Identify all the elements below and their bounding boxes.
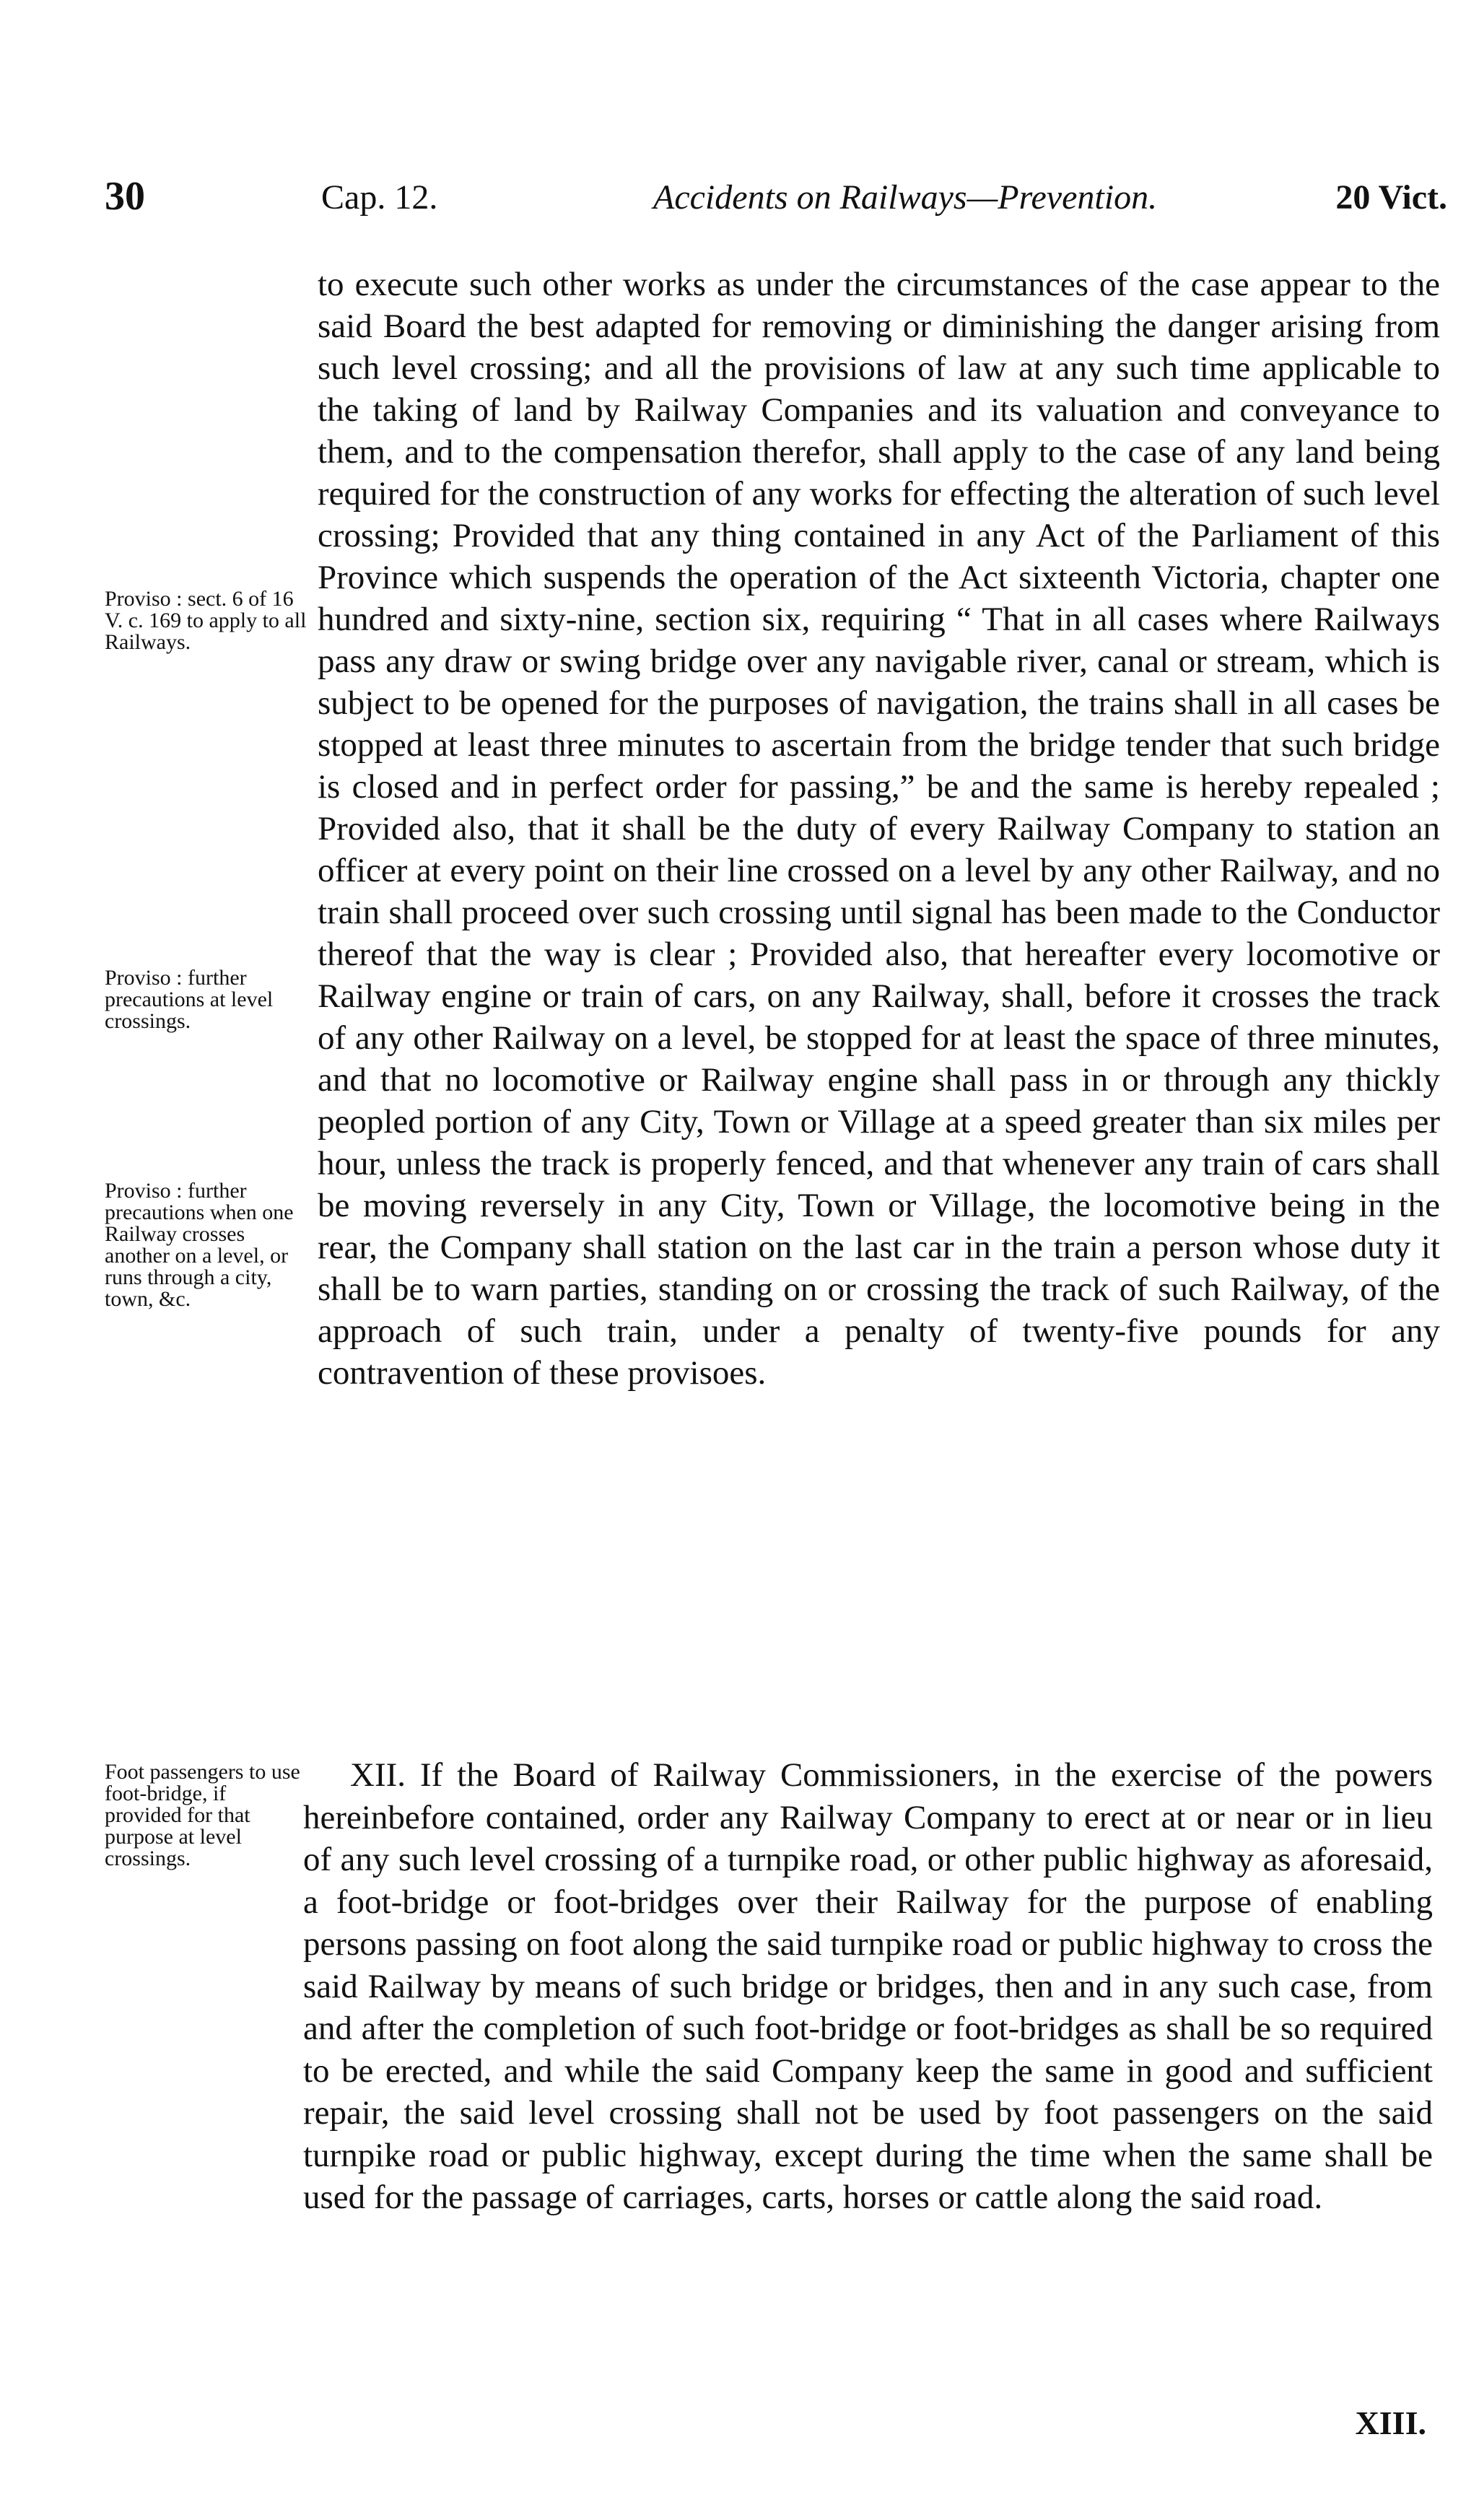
running-title: Accidents on Railways—Prevention. <box>653 178 1158 217</box>
margin-note-proviso-sect-6: Proviso : sect. 6 of 16 V. c. 169 to apply to all Railways. <box>105 587 307 654</box>
margin-note-foot-passengers: Foot passengers to use foot-bridge, if provided for that purpose at level crossings. <box>105 1760 300 1870</box>
section-xii-text: XII. If the Board of Railway Commissioners, in the exercise of the powers hereinbefore contained, order any Railway Company to erect at or near or in lieu of any such level crossing of a turnpike road, or other public highway as aforesaid, a foot-bridge or foot-bridges over their Railway for the purpose of enabling persons passing on foot along the said turnpike road or public highway to cross the said Railway by means of such bridge or bridges, then and in any such case, from and after the completion of such foot-bridge or foot-bridges as shall be so required to be erected, and while the said Company keep the same in good and sufficient repair, the said level crossing shall not be used by foot passengers on the said turnpike road or public highway, except during the time when the same shall be used for the passage of carriages, carts, horses or cattle along the said road. <box>303 1756 1433 2216</box>
paragraph-text: to execute such other works as under the circumstances of the case appear to the said Board the best adapted for removing or diminishing the danger arising from such level crossing; and all the provisions of law at any such time applicable to the taking of land by Railway Companies and its valuation and conveyance to them, and to the compensation therefor, shall apply to the case of any land being required for the construction of any works for effecting the alteration of such level crossing; Provided that any thing contained in any Act of the Parliament of this Province which suspends the operation of the Act sixteenth Victoria, chapter one hundred and sixty-nine, section six, requiring “ That in all cases where Railways pass any draw or swing bridge over any navigable river, canal or stream, which is subject to be opened for the purposes of navigation, the trains shall in all cases be stopped at least three minutes to ascertain from the bridge tender that such bridge is closed and in perfect order for passing,” be and the same is hereby repealed ; Provided also, that it shall be the duty of every Railway Company to station an officer at every point on their line crossed on a level by any other Railway, and no train shall proceed over such crossing until signal has been made to the Conductor thereof that the way is clear ; Provided also, that hereafter every locomotive or Railway engine or train of cars, on any Railway, shall, before it crosses the track of any other Railway on a level, be stopped for at least the space of three minutes, and that no locomotive or Railway engine shall pass in or through any thickly peopled portion of any City, Town or Village at a speed greater than six miles per hour, unless the track is properly fenced, and that whenever any train of cars shall be moving reversely in any City, Town or Village, the locomotive being in the rear, the Company shall station on the last car in the train a person whose duty it shall be to warn parties, standing on or crossing the track of such Railway, of the approach of such train, under a penalty of twenty-five pounds for any contravention of these provisoes. <box>318 266 1440 1392</box>
regnal-year: 20 Vict. <box>1335 178 1447 217</box>
margin-note-railway-crosses: Proviso : further precautions when one Railway crosses another on a level, or runs through a city, town, &c. <box>105 1179 294 1311</box>
catchword: XIII. <box>1355 2405 1426 2441</box>
body-paragraph-1 <box>318 263 1440 1394</box>
chapter-label: Cap. 12. <box>321 178 438 217</box>
page-number: 30 <box>105 174 145 219</box>
section-xii <box>303 1754 1433 2219</box>
page-header <box>105 173 1447 231</box>
margin-note-level-crossings: Proviso : further precautions at level crossings. <box>105 966 274 1033</box>
